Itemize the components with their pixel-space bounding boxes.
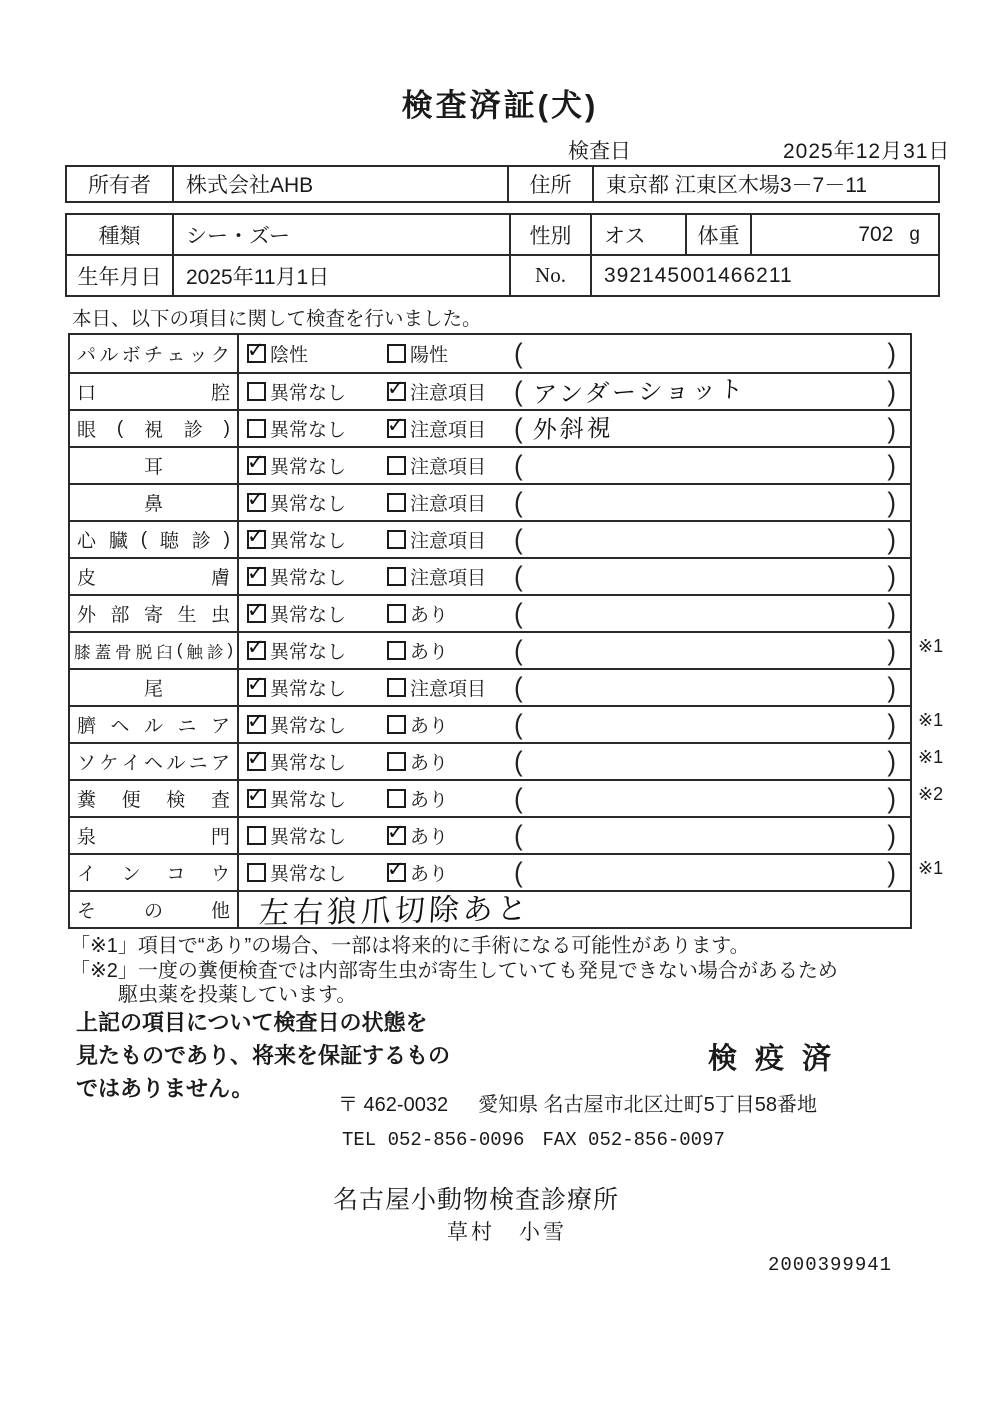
exam-row-content [239, 707, 910, 742]
paren-open: ( [514, 523, 523, 555]
exam-option-o2 [387, 489, 514, 516]
label-char: 耳 [143, 457, 163, 478]
exam-row-ear [70, 446, 910, 483]
note-mark-patella: ※1 [918, 636, 944, 656]
label-char: 臓 [108, 531, 128, 552]
paren-close: ) [887, 634, 896, 666]
label-char: そ [77, 901, 97, 922]
exam-option-o1 [247, 452, 387, 479]
label-char: ク [210, 345, 230, 366]
intro-text: 本日、以下の項目に関して検査を行いました。 [72, 308, 482, 330]
exam-option-o2 [387, 340, 514, 367]
label-char: 骨 [115, 643, 132, 662]
weight-label: 体重 [685, 215, 750, 254]
exam-item-label [70, 892, 239, 927]
paren-open: ( [514, 819, 523, 851]
paren-field [523, 413, 888, 444]
note-mark-inkou: ※1 [918, 858, 944, 878]
label-char: 診 [183, 420, 203, 441]
postal-code: 〒 462-0032 [338, 1094, 449, 1116]
label-char: ケ [99, 753, 119, 774]
label-char: ボ [121, 345, 141, 366]
exam-item-label [70, 781, 239, 816]
exam-option-o1 [247, 785, 387, 812]
exam-option-label: 異常なし [270, 716, 347, 737]
exam-row-content [239, 596, 910, 631]
exam-option-label: あり [410, 605, 449, 626]
exam-row-content [239, 892, 910, 931]
label-char: 虫 [210, 605, 230, 626]
exam-option-label: 異常なし [270, 642, 347, 663]
clinic-tel: TEL 052-856-0096 [342, 1129, 525, 1151]
exam-row-eye [70, 409, 910, 446]
paren-close: ) [887, 449, 896, 481]
exam-row-nose [70, 483, 910, 520]
label-char: ル [99, 345, 119, 366]
paren-close: ) [887, 708, 896, 740]
exam-option-label: 注意項目 [410, 531, 487, 552]
exam-row-parvo [70, 335, 910, 372]
checked-checkbox-icon [387, 382, 406, 401]
exam-item-label [70, 818, 239, 853]
label-char: 蓋 [94, 643, 112, 662]
label-char: ウ [210, 864, 230, 885]
weight-number: 702 [858, 222, 894, 246]
footnote-1: 「※1」項目で“あり”の場合、一部は将来的に手術になる可能性があります。 [70, 935, 750, 957]
label-char: 生 [177, 605, 197, 626]
unchecked-checkbox-icon [387, 789, 406, 808]
label-char: 門 [210, 827, 230, 848]
unchecked-checkbox-icon [387, 752, 406, 771]
checked-checkbox-icon [247, 344, 266, 363]
sex-label: 性別 [509, 215, 590, 254]
exam-item-label [70, 670, 239, 705]
exam-row-content [239, 335, 910, 372]
label-char: の [143, 901, 163, 922]
paren-close: ) [887, 671, 896, 703]
label-char: ア [210, 753, 230, 774]
unchecked-checkbox-icon [387, 604, 406, 623]
label-char: 他 [210, 901, 230, 922]
exam-table [68, 333, 912, 929]
paren-open: ( [514, 375, 523, 407]
paren-open: ( [514, 856, 523, 888]
exam-option-label: あり [410, 642, 449, 663]
label-char: ( [176, 641, 183, 659]
paren-close: ) [887, 412, 896, 444]
exam-option-label: 注意項目 [410, 494, 487, 515]
pet-row-2 [67, 254, 938, 295]
exam-option-o1 [247, 415, 387, 442]
checked-checkbox-icon [247, 641, 266, 660]
paren-open: ( [514, 337, 523, 369]
label-char: 脱 [135, 643, 153, 662]
label-char: ッ [188, 345, 208, 366]
unchecked-checkbox-icon [387, 641, 406, 660]
exam-option-label: 注意項目 [410, 420, 487, 441]
exam-row-other [70, 890, 910, 931]
exam-option-label: 注意項目 [410, 383, 487, 404]
label-char: 膚 [210, 568, 230, 589]
label-char: ル [143, 716, 163, 737]
exam-row-tail [70, 668, 910, 705]
quarantine-stamp: 検疫済 [708, 1043, 850, 1075]
label-char: ェ [166, 345, 186, 366]
exam-option-o1 [247, 489, 387, 516]
exam-item-label [70, 522, 239, 557]
disclaimer-line-3: ではありません。 [76, 1076, 254, 1101]
unchecked-checkbox-icon [247, 382, 266, 401]
exam-option-label: 異常なし [270, 679, 347, 700]
paren-close: ) [887, 523, 896, 555]
exam-option-o2 [387, 600, 514, 627]
paren-close: ) [887, 560, 896, 592]
handwritten-finding: 外斜視 [531, 414, 615, 445]
exam-row-ectoparasite [70, 594, 910, 631]
label-char: ) [223, 528, 230, 550]
clinic-postal-line [338, 1088, 817, 1117]
exam-table-wrapper [68, 333, 944, 931]
label-char: 糞 [77, 790, 97, 811]
label-char: ) [223, 417, 230, 439]
unchecked-checkbox-icon [387, 567, 406, 586]
exam-option-o2 [387, 748, 514, 775]
disclaimer-line-1: 上記の項目について検査日の状態を [76, 1010, 428, 1035]
exam-item-label [70, 485, 239, 520]
label-char: 聴 [159, 531, 179, 552]
unchecked-checkbox-icon [387, 456, 406, 475]
weight-unit: g [909, 223, 920, 245]
exam-row-content [239, 522, 910, 557]
paren-open: ( [514, 597, 523, 629]
label-char: ニ [177, 716, 197, 737]
checked-checkbox-icon [247, 530, 266, 549]
exam-option-label: 注意項目 [410, 457, 487, 478]
checked-checkbox-icon [247, 789, 266, 808]
checked-checkbox-icon [247, 752, 266, 771]
paren-open: ( [514, 412, 523, 444]
exam-row-content [239, 855, 910, 890]
exam-row-umbilical-hernia [70, 705, 910, 742]
unchecked-checkbox-icon [247, 863, 266, 882]
paren-open: ( [514, 449, 523, 481]
label-char: 膝 [74, 643, 91, 662]
exam-option-o2 [387, 822, 514, 849]
unchecked-checkbox-icon [387, 715, 406, 734]
exam-option-label: 注意項目 [410, 568, 487, 589]
exam-item-label [70, 559, 239, 594]
checked-checkbox-icon [247, 715, 266, 734]
label-char: ( [140, 528, 148, 550]
exam-item-label [70, 335, 239, 372]
label-char: 部 [110, 605, 130, 626]
label-char: 臍 [77, 716, 97, 737]
exam-option-label: 異常なし [270, 383, 347, 404]
exam-option-label: 異常なし [270, 753, 347, 774]
exam-option-label: 異常なし [270, 827, 347, 848]
paren-close: ) [887, 337, 896, 369]
exam-option-o2 [387, 452, 514, 479]
exam-date-value: 2025年12月31日 [783, 140, 951, 163]
label-char: チ [143, 345, 163, 366]
label-char: 視 [143, 420, 163, 441]
breed-label: 種類 [98, 224, 141, 248]
paren-open: ( [514, 486, 523, 518]
checked-checkbox-icon [387, 419, 406, 438]
exam-option-o1 [247, 600, 387, 627]
exam-row-fontanelle [70, 816, 910, 853]
exam-option-o2 [387, 859, 514, 886]
exam-row-heart [70, 520, 910, 557]
exam-option-o2 [387, 526, 514, 553]
label-char: ) [227, 641, 233, 659]
label-char: イ [77, 864, 97, 885]
exam-item-label [70, 448, 239, 483]
checked-checkbox-icon [247, 604, 266, 623]
exam-option-label: 異常なし [270, 605, 347, 626]
no-value: 392145001466211 [590, 256, 938, 295]
no-label: No. [509, 256, 590, 295]
paren-close: ) [887, 856, 896, 888]
exam-row-content [239, 744, 910, 779]
exam-option-o1 [247, 674, 387, 701]
sex-value: オス [590, 215, 685, 254]
exam-option-label: 異常なし [270, 420, 347, 441]
exam-option-o1 [247, 859, 387, 886]
weight-value [750, 215, 938, 254]
exam-row-skin [70, 557, 910, 594]
label-char: ア [210, 716, 230, 737]
label-char: ニ [188, 753, 208, 774]
label-char: 鼻 [143, 494, 163, 515]
paren-open: ( [514, 708, 523, 740]
exam-row-content [239, 633, 910, 668]
exam-option-o2 [387, 637, 514, 664]
exam-option-label: 陰性 [270, 345, 309, 366]
label-char: 触 [186, 643, 203, 662]
label-char: 泉 [77, 827, 97, 848]
note-mark-umbilical-hernia: ※1 [918, 710, 944, 730]
exam-row-fecal [70, 779, 910, 816]
breed-value: シー・ズー [172, 215, 509, 254]
owner-value: 株式会社AHB [172, 167, 507, 201]
exam-date-label: 検査日 [568, 140, 631, 163]
clinic-name: 名古屋小動物検査診療所 [333, 1186, 620, 1214]
paren-close: ) [887, 782, 896, 814]
exam-row-mouth [70, 372, 910, 409]
exam-item-label [70, 707, 239, 742]
address-value: 東京都 江東区木場3－7－11 [592, 167, 938, 201]
paren-open: ( [514, 782, 523, 814]
paren-close: ) [887, 745, 896, 777]
exam-option-o1 [247, 822, 387, 849]
paren-open: ( [514, 745, 523, 777]
label-char: ル [166, 753, 186, 774]
checked-checkbox-icon [387, 826, 406, 845]
pet-row-1 [67, 215, 938, 254]
exam-item-label [70, 855, 239, 890]
paren-open: ( [514, 560, 523, 592]
label-char: 査 [210, 790, 230, 811]
checked-checkbox-icon [247, 493, 266, 512]
exam-option-label: 異常なし [270, 568, 347, 589]
exam-option-label: 異常なし [270, 864, 347, 885]
owner-table [65, 165, 940, 203]
unchecked-checkbox-icon [387, 678, 406, 697]
exam-option-o2 [387, 415, 514, 442]
exam-option-label: あり [410, 716, 449, 737]
label-char: パ [77, 345, 97, 366]
label-char: ン [121, 864, 141, 885]
birth-label: 生年月日 [77, 265, 162, 289]
pet-info-table [65, 213, 940, 297]
exam-option-o2 [387, 711, 514, 738]
exam-option-o2 [387, 785, 514, 812]
exam-option-o1 [247, 563, 387, 590]
label-char: イ [121, 753, 141, 774]
exam-item-label [70, 596, 239, 631]
exam-row-content [239, 374, 910, 409]
label-char: ヘ [143, 753, 163, 774]
unchecked-checkbox-icon [387, 493, 406, 512]
exam-option-label: あり [410, 864, 449, 885]
label-char: 臼 [156, 643, 173, 662]
unchecked-checkbox-icon [247, 419, 266, 438]
label-char: 腔 [210, 383, 230, 404]
birth-value: 2025年11月1日 [172, 256, 509, 295]
exam-row-content [239, 781, 910, 816]
exam-row-content [239, 448, 910, 483]
exam-row-inguinal-hernia [70, 742, 910, 779]
exam-option-o1 [247, 526, 387, 553]
paren-open: ( [514, 634, 523, 666]
exam-option-o1 [247, 637, 387, 664]
page-title: 検査済証(犬) [401, 88, 599, 123]
exam-option-o1 [247, 711, 387, 738]
exam-row-content [239, 411, 910, 446]
exam-row-patella [70, 631, 910, 668]
serial-number: 2000399941 [768, 1254, 893, 1276]
exam-option-label: 陽性 [410, 345, 449, 366]
exam-option-label: 異常なし [270, 790, 347, 811]
checked-checkbox-icon [247, 567, 266, 586]
exam-option-o1 [247, 378, 387, 405]
exam-item-label [70, 633, 239, 668]
label-char: 口 [77, 383, 97, 404]
note-mark-inguinal-hernia: ※1 [918, 747, 944, 767]
exam-option-label: 注意項目 [410, 679, 487, 700]
label-char: 寄 [143, 605, 163, 626]
label-char: 診 [191, 531, 211, 552]
exam-row-content [239, 485, 910, 520]
clinic-address: 愛知県 名古屋市北区辻町5丁目58番地 [478, 1094, 818, 1116]
exam-option-label: あり [410, 753, 449, 774]
unchecked-checkbox-icon [387, 344, 406, 363]
footnote-3: 駆虫薬を投薬しています。 [118, 984, 357, 1006]
label-char: 便 [121, 790, 141, 811]
exam-option-o2 [387, 378, 514, 405]
note-mark-fecal: ※2 [918, 784, 944, 804]
exam-option-label: あり [410, 790, 449, 811]
disclaimer-line-2: 見たものであり、将来を保証するもの [76, 1043, 451, 1068]
paren-close: ) [887, 819, 896, 851]
unchecked-checkbox-icon [387, 530, 406, 549]
address-label: 住所 [507, 167, 592, 201]
exam-option-label: 異常なし [270, 494, 347, 515]
label-char: 診 [206, 643, 224, 662]
clinic-fax: FAX 052-856-0097 [542, 1129, 725, 1151]
vet-name: 草村 小雪 [447, 1221, 567, 1244]
label-char: 外 [77, 605, 97, 626]
footnote-2: 「※2」一度の糞便検査では内部寄生虫が寄生していても発見できない場合があるため [70, 960, 838, 982]
exam-option-o1 [247, 748, 387, 775]
exam-option-o2 [387, 563, 514, 590]
exam-option-label: 異常なし [270, 457, 347, 478]
label-char: ヘ [110, 716, 130, 737]
label-char: 心 [77, 531, 97, 552]
label-char: 眼 [77, 420, 97, 441]
paren-close: ) [887, 375, 896, 407]
paren-close: ) [887, 486, 896, 518]
paren-field [523, 376, 888, 407]
label-char: 皮 [77, 568, 97, 589]
exam-row-content [239, 818, 910, 853]
label-char: ソ [77, 753, 97, 774]
exam-option-o1 [247, 340, 387, 367]
exam-row-content [239, 559, 910, 594]
label-char: 尾 [143, 679, 163, 700]
exam-option-o2 [387, 674, 514, 701]
exam-option-label: 異常なし [270, 531, 347, 552]
label-char: コ [166, 864, 186, 885]
exam-item-label [70, 374, 239, 409]
exam-option-label: あり [410, 827, 449, 848]
label-char: 検 [166, 790, 186, 811]
paren-open: ( [514, 671, 523, 703]
owner-label: 所有者 [88, 174, 151, 197]
checked-checkbox-icon [387, 863, 406, 882]
exam-item-label [70, 744, 239, 779]
label-char: ( [116, 417, 124, 439]
handwritten-finding: アンダーショット [531, 376, 747, 409]
checked-checkbox-icon [247, 456, 266, 475]
exam-item-label [70, 411, 239, 446]
handwritten-other-note: 左右狼爪切除あと [257, 892, 532, 931]
clinic-telfax-line [342, 1129, 725, 1151]
exam-row-content [239, 670, 910, 705]
unchecked-checkbox-icon [247, 826, 266, 845]
checked-checkbox-icon [247, 678, 266, 697]
paren-close: ) [887, 597, 896, 629]
